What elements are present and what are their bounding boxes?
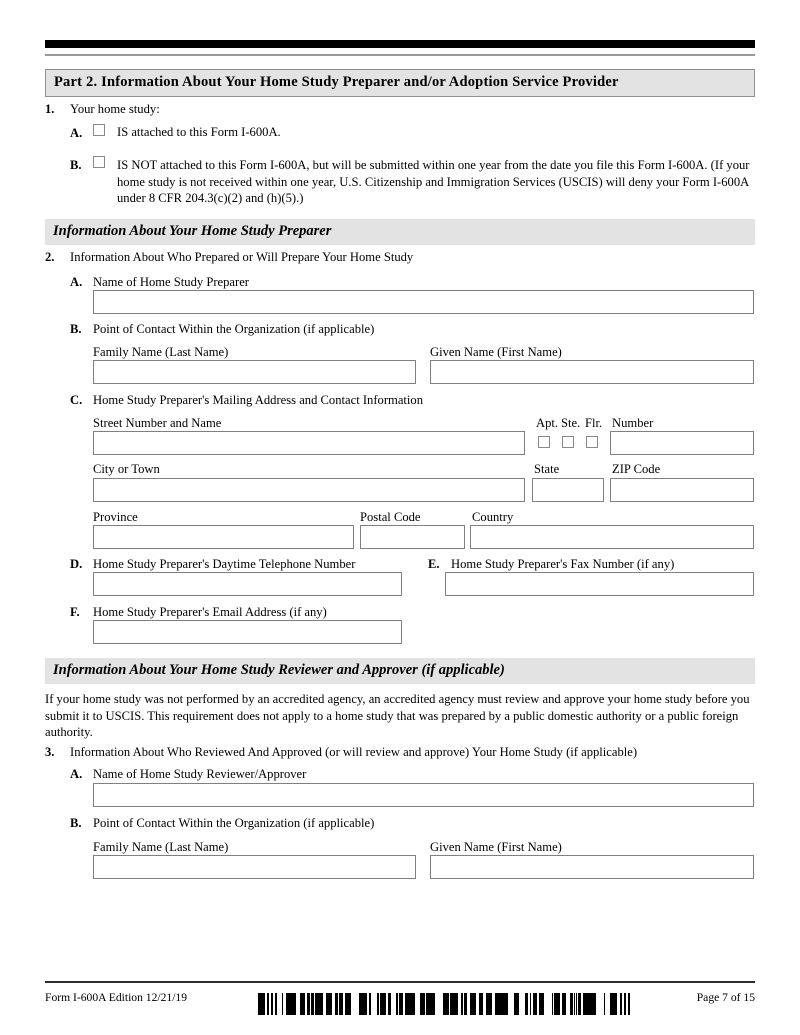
state-label: State xyxy=(534,462,560,476)
footer-form-edition: Form I-600A Edition 12/21/19 xyxy=(45,991,188,1004)
item-2c-label: Home Study Preparer's Mailing Address and Contact Information xyxy=(93,393,423,407)
checkbox-is-not-attached[interactable] xyxy=(93,156,105,168)
item-3a-letter: A. xyxy=(70,767,83,781)
checkbox-flr[interactable] xyxy=(586,436,598,448)
item-2c-letter: C. xyxy=(70,393,83,407)
preparer-family-name-input[interactable] xyxy=(93,360,416,384)
header-rule-gray xyxy=(45,54,755,56)
item-1-number: 1. xyxy=(45,102,55,116)
footer-rule xyxy=(45,981,755,983)
state-input[interactable] xyxy=(532,478,604,502)
item-1-label: Your home study: xyxy=(70,102,160,116)
postal-code-label: Postal Code xyxy=(360,510,421,524)
ste-label: Ste. xyxy=(561,416,581,430)
item-2a-label: Name of Home Study Preparer xyxy=(93,275,249,289)
item-2d-label: Home Study Preparer's Daytime Telephone Number xyxy=(93,557,356,571)
part-2-header: Part 2. Information About Your Home Study Preparer and/or Adoption Service Provider xyxy=(45,69,755,97)
reviewer-paragraph: If your home study was not performed by an accredited agency, an accredited agency must review and approve your home study before you submit it to USCIS. This requirement does not apply to a home study that was prepared by a public domestic authority or a public foreign authority. xyxy=(45,692,750,739)
unit-number-label: Number xyxy=(612,416,654,430)
item-2f-label: Home Study Preparer's Email Address (if any) xyxy=(93,605,327,619)
checkbox-apt[interactable] xyxy=(538,436,550,448)
postal-code-input[interactable] xyxy=(360,525,465,549)
province-input[interactable] xyxy=(93,525,354,549)
section-header-reviewer xyxy=(45,658,755,684)
fax-input[interactable] xyxy=(445,572,754,596)
footer-page-number: Page 7 of 15 xyxy=(696,991,755,1004)
preparer-given-name-input[interactable] xyxy=(430,360,754,384)
item-2b-family-name-label: Family Name (Last Name) xyxy=(93,345,229,359)
item-1b-text xyxy=(117,157,757,207)
item-2e-letter: E. xyxy=(428,557,440,571)
reviewer-given-name-input[interactable] xyxy=(430,855,754,879)
city-label: City or Town xyxy=(93,462,160,476)
section-header-reviewer-bold: Information About Your Home Study Reviewer and Approver xyxy=(53,662,422,678)
preparer-name-input[interactable] xyxy=(93,290,754,314)
reviewer-name-input[interactable] xyxy=(93,783,754,807)
item-1a-rest: to this Form I-600A. xyxy=(173,125,281,139)
zip-input[interactable] xyxy=(610,478,754,502)
item-2b-label: Point of Contact Within the Organization (if applicable) xyxy=(93,322,375,336)
item-3b-letter: B. xyxy=(70,816,82,830)
item-3-number: 3. xyxy=(45,745,55,759)
city-input[interactable] xyxy=(93,478,525,502)
daytime-phone-input[interactable] xyxy=(93,572,402,596)
pdf417-barcode xyxy=(258,993,630,1015)
item-1b-rest: to this Form I-600A, but will be submitted within one year from the date you file this Form I-600A. (If your home study is not received within one year, U.S. Citizenship and Immigration Services (USCIS) will deny your Form I-600A under 8 CFR 204.3(c)(2) and (h)(5).) xyxy=(117,158,750,205)
item-2-number: 2. xyxy=(45,250,55,264)
item-2e-label: Home Study Preparer's Fax Number (if any) xyxy=(451,557,675,571)
header-rule-black xyxy=(45,40,755,48)
item-2a-letter: A. xyxy=(70,275,83,289)
email-input[interactable] xyxy=(93,620,402,644)
item-3b-family-name-label: Family Name (Last Name) xyxy=(93,840,229,854)
item-3-label: Information About Who Reviewed And Approved (or will review and approve) Your Home Study (if applicable) xyxy=(70,745,638,759)
item-3b-given-name-label: Given Name (First Name) xyxy=(430,840,562,854)
street-label: Street Number and Name xyxy=(93,416,222,430)
item-1b-letter: B. xyxy=(70,158,82,172)
item-2b-given-name-label: Given Name (First Name) xyxy=(430,345,562,359)
item-1b-bold: IS NOT attached xyxy=(117,158,203,172)
section-header-preparer: Information About Your Home Study Preparer xyxy=(45,219,755,245)
item-1a-letter: A. xyxy=(70,126,83,140)
unit-number-input[interactable] xyxy=(610,431,754,455)
item-2f-letter: F. xyxy=(70,605,80,619)
country-input[interactable] xyxy=(470,525,754,549)
apt-label: Apt. xyxy=(536,416,559,430)
reviewer-family-name-input[interactable] xyxy=(93,855,416,879)
item-1a-bold: IS attached xyxy=(117,125,174,139)
zip-label: ZIP Code xyxy=(612,462,661,476)
country-label: Country xyxy=(472,510,514,524)
section-header-reviewer-italic: (if applicable) xyxy=(421,662,505,678)
item-1a-text xyxy=(117,126,281,139)
item-3a-label: Name of Home Study Reviewer/Approver xyxy=(93,767,307,781)
province-label: Province xyxy=(93,510,138,524)
checkbox-is-attached[interactable] xyxy=(93,124,105,136)
item-2-label: Information About Who Prepared or Will Prepare Your Home Study xyxy=(70,250,414,264)
item-2b-letter: B. xyxy=(70,322,82,336)
flr-label: Flr. xyxy=(585,416,603,430)
item-2d-letter: D. xyxy=(70,557,83,571)
checkbox-ste[interactable] xyxy=(562,436,574,448)
item-3b-label: Point of Contact Within the Organization (if applicable) xyxy=(93,816,375,830)
street-input[interactable] xyxy=(93,431,525,455)
